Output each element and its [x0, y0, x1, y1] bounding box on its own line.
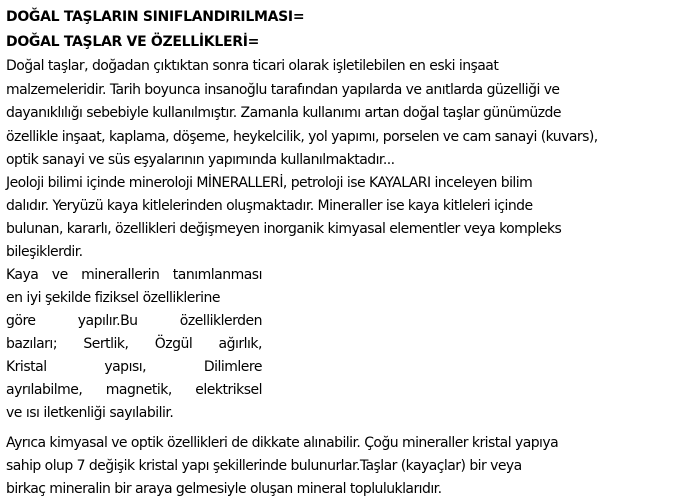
- word: ağırlık,: [218, 336, 262, 352]
- word: Kaya: [6, 267, 39, 283]
- text-line: bulunan, kararlı, özellikleri değişmeyen inorganik kimyasal elementler veya kompleks: [6, 221, 562, 237]
- column-line: [6, 288, 262, 311]
- word: tanımlanması: [172, 267, 262, 283]
- text-line: birkaç mineralin bir araya gelmesiyle oluşan mineral topluluklarıdır.: [6, 481, 442, 497]
- text-line: Jeoloji bilimi içinde mineroloji MİNERALLERİ, petroloji ise KAYALARI inceleyen bilim: [6, 175, 533, 191]
- text-line: Ayrıca kimyasal ve optik özellikleri de dikkate alınabilir. Çoğu mineraller kristal yapıya: [6, 435, 559, 451]
- text-line: sahip olup 7 değişik kristal yapı şekillerinde bulunurlar.Taşlar (kayaçlar) bir veya: [6, 458, 522, 474]
- column-line: [6, 334, 262, 357]
- word: Kristal: [6, 359, 47, 375]
- text-line: dayanıklılığı sebebiyle kullanılmıştır. Zamanla kullanımı artan doğal taşlar günümüzde: [6, 105, 561, 121]
- heading-classification: DOĞAL TAŞLARIN SINIFLANDIRILMASI=: [6, 9, 305, 25]
- word: Özgül: [154, 336, 193, 352]
- text-line: optik sanayi ve süs eşyalarının yapımında kullanılmaktadır...: [6, 152, 395, 168]
- text-line: özellikle inşaat, kaplama, döşeme, heykelcilik, yol yapımı, porselen ve cam sanayi (kuvars),: [6, 129, 598, 145]
- justified-column: [6, 265, 262, 426]
- text-line: malzemeleridir. Tarih boyunca insanoğlu tarafından yapılarda ve anıtlarda güzelliği ve: [6, 82, 560, 98]
- column-line: [6, 265, 262, 288]
- word: magnetik,: [105, 382, 172, 398]
- column-line: [6, 403, 262, 426]
- word: özelliklerden: [179, 313, 262, 329]
- text-line: Doğal taşlar, doğadan çıktıktan sonra ticari olarak işletilebilen en eski inşaat: [6, 58, 499, 74]
- column-line: [6, 311, 262, 334]
- word: Dilimlere: [203, 359, 262, 375]
- word: en iyi şekilde fiziksel özelliklerine: [6, 290, 221, 306]
- heading-properties: DOĞAL TAŞLAR VE ÖZELLİKLERİ=: [6, 34, 260, 50]
- word: ve ısı iletkenliği sayılabilir.: [6, 405, 174, 421]
- word: yapısı,: [104, 359, 147, 375]
- word: ve: [51, 267, 68, 283]
- word: Sertlik,: [83, 336, 129, 352]
- word: elektriksel: [195, 382, 262, 398]
- word: bazıları;: [6, 336, 58, 352]
- word: minerallerin: [81, 267, 160, 283]
- word: yapılır.Bu: [77, 313, 138, 329]
- column-line: [6, 380, 262, 403]
- column-line: [6, 357, 262, 380]
- word: göre: [6, 313, 36, 329]
- text-line: dalıdır. Yeryüzü kaya kitlelerinden oluşmaktadır. Mineraller ise kaya kitleleri içinde: [6, 198, 533, 214]
- word: ayrılabilme,: [6, 382, 83, 398]
- text-line: bileşiklerdir.: [6, 244, 83, 260]
